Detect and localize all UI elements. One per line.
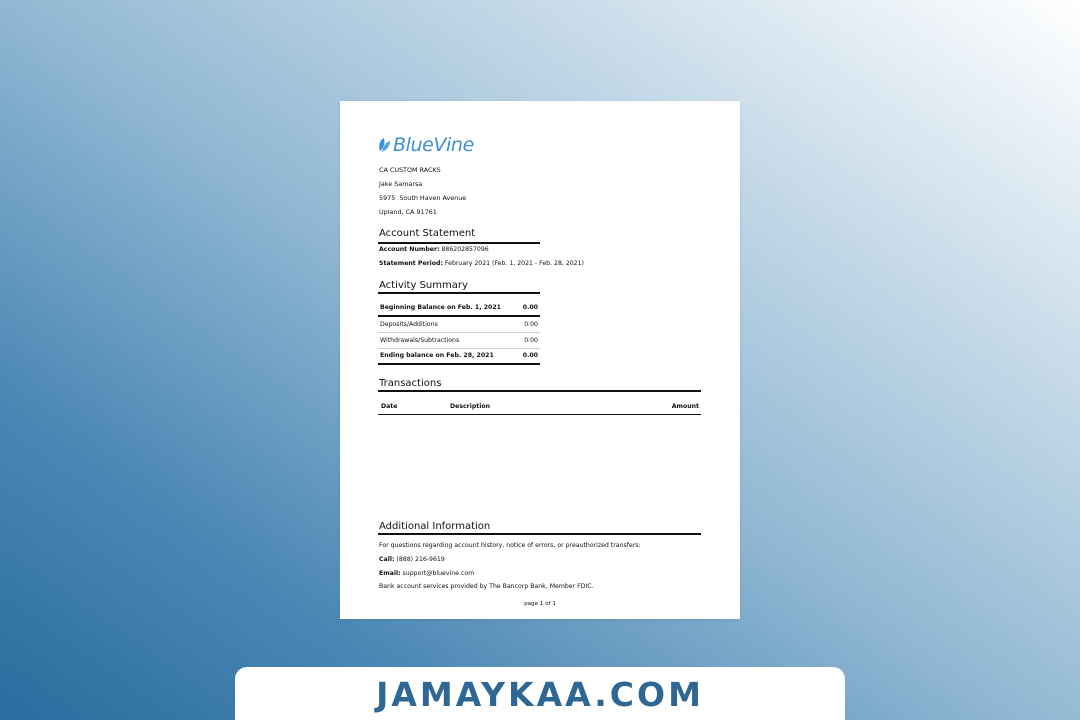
- row-label: Withdrawals/Subtractions: [380, 336, 460, 344]
- table-row: [378, 300, 540, 316]
- row-label: Ending balance on Feb. 28, 2021: [380, 352, 494, 360]
- divider: [378, 292, 540, 294]
- divider: [378, 533, 701, 535]
- row-value: 0.00: [524, 336, 538, 344]
- activity-summary-title: Activity Summary: [379, 280, 468, 291]
- email-line: Email: support@bluevine.com: [379, 570, 475, 577]
- transactions-title: Transactions: [379, 378, 442, 389]
- contact-intro: For questions regarding account history, notice of errors, or preauthorized transfers:: [379, 542, 641, 549]
- bluevine-logo: [378, 133, 474, 157]
- logo-text: BlueVine: [393, 134, 474, 156]
- business-name: CA CUSTOM RACKS: [379, 166, 441, 174]
- leaf-icon: [378, 137, 391, 153]
- bank-note: Bank account services provided by The Bancorp Bank, Member FDIC.: [379, 583, 594, 590]
- table-row: [378, 332, 540, 348]
- table-row: [378, 348, 540, 364]
- street-address: 5975 South Haven Avenue: [379, 194, 467, 202]
- additional-info-title: Additional Information: [379, 521, 491, 532]
- row-value: 0.00: [522, 304, 538, 311]
- watermark-banner: [235, 667, 845, 720]
- column-date: Date: [381, 403, 398, 410]
- customer-name: Jake Samarsa: [379, 180, 423, 188]
- divider: [378, 390, 701, 392]
- row-value: 0.00: [522, 352, 538, 360]
- row-value: 0.00: [524, 320, 538, 328]
- table-row: [378, 316, 540, 332]
- activity-summary-table: [378, 300, 540, 365]
- account-statement-title: Account Statement: [379, 228, 476, 239]
- watermark-text: JAMAYKAA.COM: [376, 675, 704, 714]
- call-line: Call: (888) 216-9619: [379, 556, 445, 563]
- account-number: Account Number: 886202857096: [379, 246, 489, 253]
- transactions-header: [378, 393, 701, 415]
- statement-page: [340, 101, 740, 619]
- page-number: page 1 of 1: [524, 601, 556, 607]
- city-address: Upland, CA 91761: [379, 208, 437, 216]
- column-amount: Amount: [671, 403, 699, 410]
- row-label: Beginning Balance on Feb. 1, 2021: [380, 304, 501, 311]
- column-description: Description: [450, 403, 491, 410]
- statement-period: Statement Period: February 2021 (Feb. 1, 2021 - Feb. 28, 2021): [379, 260, 584, 267]
- row-label: Deposits/Additions: [380, 320, 438, 328]
- divider: [378, 242, 540, 244]
